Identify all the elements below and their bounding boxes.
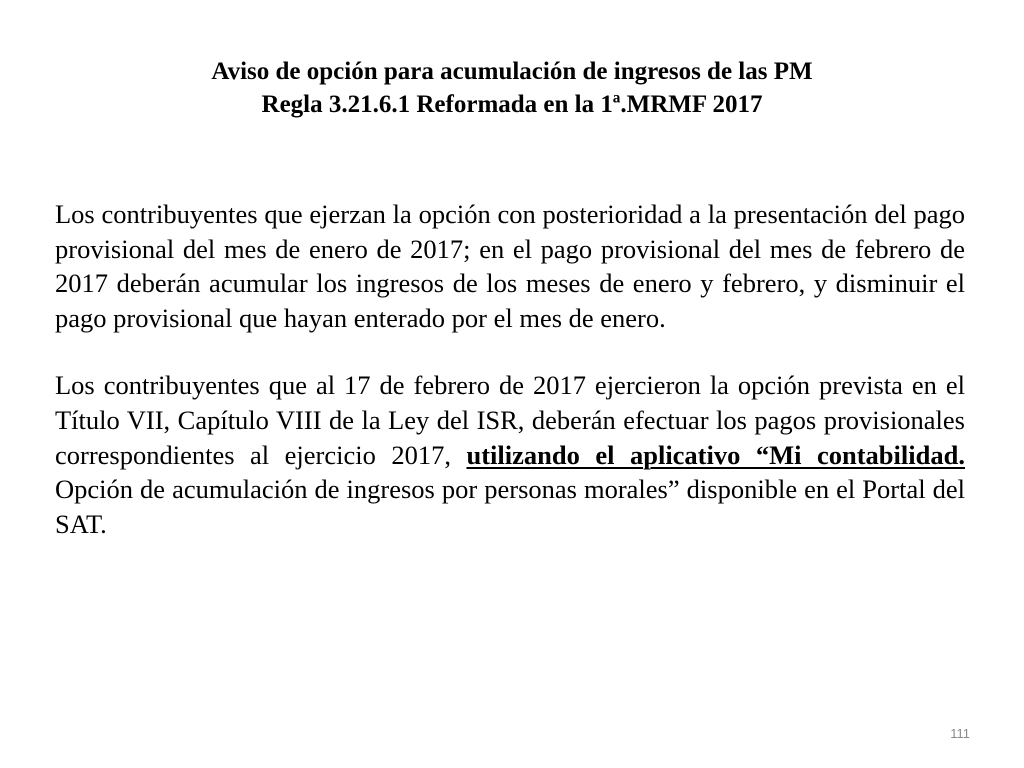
title-line-2: Regla 3.21.6.1 Reformada en la 1ª.MRMF 2017	[261, 91, 763, 118]
page-number: 111	[950, 726, 970, 741]
paragraph-1: Los contribuyentes que ejerzan la opción con posterioridad a la presentación del pago provisional del mes de enero de 2017; en el pago provisional del mes de febrero de 2017 deberán acumular los ingresos de los meses de enero y febrero, y disminuir el pago provisional que hayan enterado por el mes de enero.	[55, 199, 965, 333]
paragraph-2-text-end: Opción de acumulación de ingresos por personas morales” disponible en el Portal del SAT.	[55, 474, 965, 539]
paragraph-2	[55, 368, 965, 541]
title-line-1: Aviso de opción para acumulación de ingresos de las PM	[211, 58, 813, 85]
slide-body	[55, 197, 965, 574]
paragraph-2-emphasis: utilizando el aplicativo “Mi contabilidad.	[466, 439, 965, 470]
slide-title	[0, 55, 1024, 121]
paragraph-2-text-start: Los contribuyentes que al 17 de febrero de 2017 ejercieron la opción prevista en el Título VII, Capítulo VIII de la Ley del ISR, deberán efectuar los pagos provisionales correspondientes al ejercicio 2017,	[55, 370, 965, 470]
